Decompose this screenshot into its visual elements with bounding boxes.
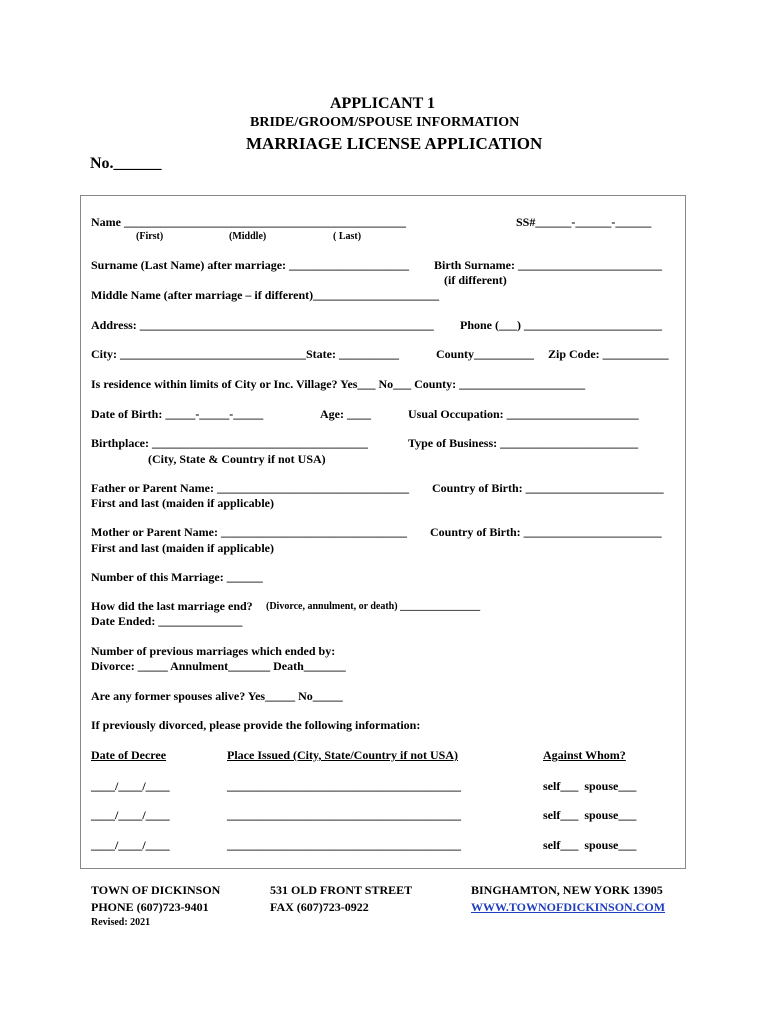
decree-against-field[interactable]: self___ spouse___ bbox=[543, 838, 637, 852]
applicant-heading: APPLICANT 1 bbox=[330, 95, 436, 112]
father-country-field[interactable]: Country of Birth: _______________________ bbox=[432, 481, 664, 495]
decree-place-field[interactable]: _______________________________________ bbox=[227, 838, 461, 852]
mother-field[interactable]: Mother or Parent Name: _______________________________ bbox=[91, 525, 407, 539]
last-label: ( Last) bbox=[333, 231, 362, 242]
decree-place-field[interactable]: _______________________________________ bbox=[227, 779, 461, 793]
decree-against-field[interactable]: self___ spouse___ bbox=[543, 808, 637, 822]
marriage-number-field[interactable]: Number of this Marriage: ______ bbox=[91, 570, 263, 584]
first-label: (First) bbox=[136, 231, 164, 242]
last-marriage-end-label: How did the last marriage end? bbox=[91, 599, 253, 613]
city-state-field[interactable]: City: _______________________________State: __________ bbox=[91, 347, 399, 361]
middle-after-field[interactable]: Middle Name (after marriage – if different)_____________________ bbox=[91, 288, 440, 302]
mother-note: First and last (maiden if applicable) bbox=[91, 541, 275, 555]
father-note: First and last (maiden if applicable) bbox=[91, 496, 275, 510]
address-field[interactable]: Address: _________________________________________________ bbox=[91, 318, 434, 332]
dob-field[interactable]: Date of Birth: _____-_____-_____ bbox=[91, 407, 264, 421]
col-place-issued: Place Issued (City, State/Country if not USA) bbox=[227, 748, 458, 762]
form-title: MARRIAGE LICENSE APPLICATION bbox=[246, 134, 543, 153]
footer-revised: Revised: 2021 bbox=[91, 917, 151, 928]
birth-surname-field[interactable]: Birth Surname: ________________________ bbox=[434, 258, 662, 272]
residence-field[interactable]: Is residence within limits of City or Inc. Village? Yes___ No___ County: _____________________ bbox=[91, 377, 586, 391]
footer-town: TOWN OF DICKINSON bbox=[91, 883, 221, 897]
decree-date-field[interactable]: ____/____/____ bbox=[91, 808, 170, 822]
business-field[interactable]: Type of Business: _______________________ bbox=[408, 436, 639, 450]
last-marriage-end-field[interactable]: (Divorce, annulment, or death) ________________ bbox=[266, 601, 481, 612]
phone-field[interactable]: Phone (___) _______________________ bbox=[460, 318, 662, 332]
age-field[interactable]: Age: ____ bbox=[320, 407, 371, 421]
father-field[interactable]: Father or Parent Name: ________________________________ bbox=[91, 481, 409, 495]
if-different-label: (if different) bbox=[444, 273, 507, 287]
mother-country-field[interactable]: Country of Birth: _______________________ bbox=[430, 525, 662, 539]
footer-street: 531 OLD FRONT STREET bbox=[270, 883, 413, 897]
decree-date-field[interactable]: ____/____/____ bbox=[91, 838, 170, 852]
occupation-field[interactable]: Usual Occupation: ______________________ bbox=[408, 407, 639, 421]
zip-field[interactable]: Zip Code: ___________ bbox=[548, 347, 669, 361]
footer-fax: FAX (607)723-0922 bbox=[270, 900, 369, 914]
col-date-of-decree: Date of Decree bbox=[91, 748, 167, 762]
county-field[interactable]: County__________ bbox=[436, 347, 535, 361]
divorce-info-label: If previously divorced, please provide the following information: bbox=[91, 718, 421, 732]
birthplace-field[interactable]: Birthplace: ____________________________________ bbox=[91, 436, 368, 450]
name-field[interactable]: Name _______________________________________________ bbox=[91, 215, 406, 229]
birthplace-note: (City, State & Country if not USA) bbox=[148, 452, 326, 466]
decree-place-field[interactable]: _______________________________________ bbox=[227, 808, 461, 822]
prev-marriages-label: Number of previous marriages which ended by: bbox=[91, 644, 336, 658]
decree-against-field[interactable]: self___ spouse___ bbox=[543, 779, 637, 793]
ss-field[interactable]: SS#______-______-______ bbox=[516, 215, 652, 229]
col-against-whom: Against Whom? bbox=[543, 748, 626, 762]
footer-city: BINGHAMTON, NEW YORK 13905 bbox=[471, 883, 663, 897]
application-number[interactable]: No.______ bbox=[90, 155, 162, 172]
date-ended-field[interactable]: Date Ended: ______________ bbox=[91, 614, 243, 628]
footer-phone: PHONE (607)723-9401 bbox=[91, 900, 209, 914]
decree-date-field[interactable]: ____/____/____ bbox=[91, 779, 170, 793]
former-spouses-field[interactable]: Are any former spouses alive? Yes_____ No_____ bbox=[91, 689, 343, 703]
footer-website-link[interactable]: WWW.TOWNOFDICKINSON.COM bbox=[471, 900, 666, 914]
form-subtitle: BRIDE/GROOM/SPOUSE INFORMATION bbox=[250, 115, 520, 130]
prev-marriages-field[interactable]: Divorce: _____ Annulment_______ Death_______ bbox=[91, 659, 346, 673]
surname-after-field[interactable]: Surname (Last Name) after marriage: ____________________ bbox=[91, 258, 410, 272]
middle-label: (Middle) bbox=[229, 231, 267, 242]
